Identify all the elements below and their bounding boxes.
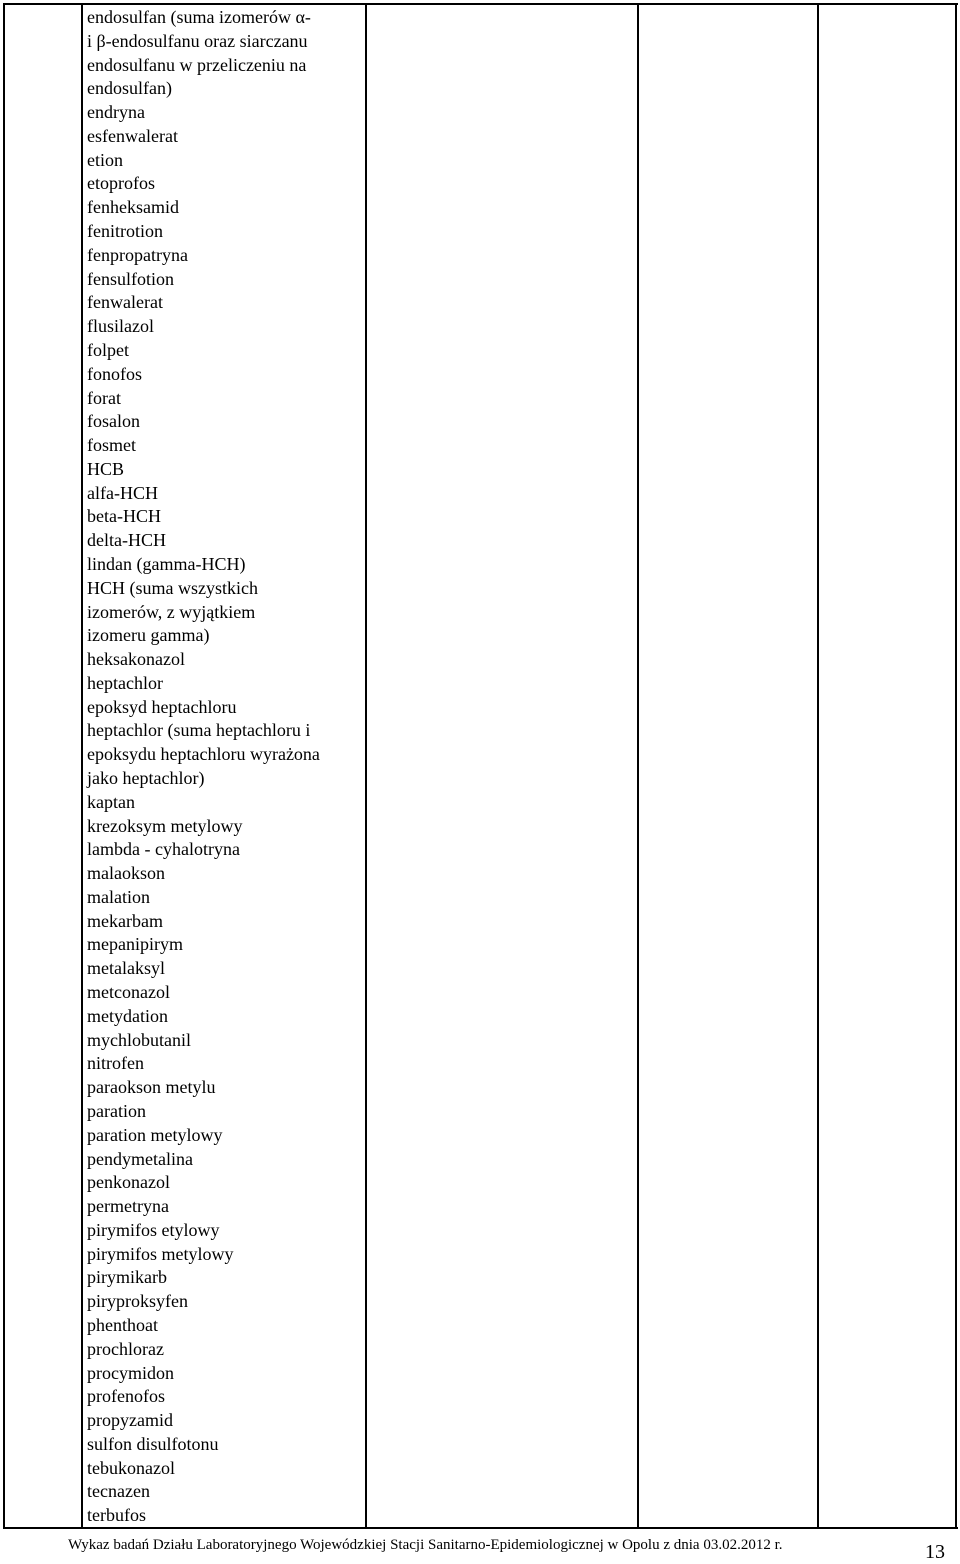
- list-item: penkonazol: [87, 1172, 170, 1193]
- list-item: metconazol: [87, 982, 170, 1003]
- list-item: tecnazen: [87, 1481, 150, 1502]
- column-divider-1: [81, 3, 83, 1529]
- list-item: piryproksyfen: [87, 1291, 188, 1312]
- list-item: paraokson metylu: [87, 1077, 216, 1098]
- list-item: terbufos: [87, 1505, 146, 1526]
- list-item: pirymifos etylowy: [87, 1219, 220, 1240]
- list-item: heptachlor (suma heptachloru i: [87, 720, 311, 741]
- list-item: sulfon disulfotonu: [87, 1433, 219, 1454]
- list-item: beta-HCH: [87, 506, 161, 527]
- list-item: mychlobutanil: [87, 1029, 191, 1050]
- list-item: fosalon: [87, 411, 140, 432]
- list-item: fenwalerat: [87, 292, 163, 313]
- list-item: alfa-HCH: [87, 482, 158, 503]
- list-item: HCH (suma wszystkich: [87, 577, 258, 598]
- list-item: paration metylowy: [87, 1124, 223, 1145]
- list-item: HCB: [87, 458, 125, 479]
- list-item: etion: [87, 149, 123, 170]
- list-item: heptachlor: [87, 672, 163, 693]
- list-item: nitrofen: [87, 1053, 144, 1074]
- list-item: fosmet: [87, 435, 136, 456]
- list-item: pendymetalina: [87, 1148, 193, 1169]
- table-right-border: [955, 3, 957, 1529]
- list-item: epoksydu heptachloru wyrażona: [87, 744, 320, 765]
- list-item: jako heptachlor): [87, 768, 205, 788]
- list-item: fensulfotion: [87, 268, 174, 289]
- list-item: endosulfan (suma izomerów α-: [87, 7, 311, 27]
- list-item: pirymikarb: [87, 1267, 167, 1288]
- list-item: fonofos: [87, 363, 142, 384]
- substance-list: [87, 6, 367, 1528]
- list-item: metydation: [87, 1005, 168, 1026]
- list-item: paration: [87, 1100, 146, 1121]
- list-item: prochloraz: [87, 1338, 164, 1359]
- page-number: 13: [925, 1541, 945, 1563]
- list-item: esfenwalerat: [87, 125, 178, 146]
- list-item: profenofos: [87, 1386, 165, 1407]
- list-item: delta-HCH: [87, 530, 166, 551]
- list-item: propyzamid: [87, 1410, 173, 1431]
- list-item: endosulfan): [87, 78, 172, 99]
- list-item: malaokson: [87, 863, 165, 884]
- list-item: etoprofos: [87, 173, 155, 194]
- list-item: permetryna: [87, 1196, 169, 1217]
- list-item: mepanipirym: [87, 934, 183, 955]
- list-item: lambda - cyhalotryna: [87, 839, 240, 860]
- list-item: i β-endosulfanu oraz siarczanu: [87, 30, 308, 51]
- list-item: krezoksym metylowy: [87, 815, 243, 836]
- list-item: heksakonazol: [87, 649, 185, 670]
- column-divider-4: [817, 3, 819, 1529]
- list-item: pirymifos metylowy: [87, 1243, 234, 1264]
- table-left-border: [3, 3, 5, 1529]
- list-item: mekarbam: [87, 910, 163, 931]
- list-item: forat: [87, 387, 121, 408]
- list-item: metalaksyl: [87, 958, 165, 979]
- list-item: procymidon: [87, 1362, 174, 1383]
- list-item: folpet: [87, 339, 129, 360]
- list-item: fenitrotion: [87, 221, 163, 242]
- list-item: epoksyd heptachloru: [87, 696, 237, 717]
- list-item: fenpropatryna: [87, 244, 188, 265]
- list-item: phenthoat: [87, 1314, 158, 1335]
- list-item: lindan (gamma-HCH): [87, 553, 246, 574]
- list-item: tebukonazol: [87, 1457, 175, 1478]
- list-item: fenheksamid: [87, 197, 179, 218]
- list-item: flusilazol: [87, 316, 154, 337]
- table-top-border: [3, 3, 958, 5]
- list-item: endryna: [87, 102, 145, 123]
- list-item: izomerów, z wyjątkiem: [87, 601, 256, 622]
- list-item: endosulfanu w przeliczeniu na: [87, 54, 307, 75]
- footer-text: Wykaz badań Działu Laboratoryjnego Wojewódzkiej Stacji Sanitarno-Epidemiologicznej w Opolu z dnia 03.02.2012 r.: [68, 1537, 783, 1553]
- list-item: izomeru gamma): [87, 625, 210, 646]
- column-divider-3: [637, 3, 639, 1529]
- list-item: malation: [87, 886, 150, 907]
- list-item: kaptan: [87, 791, 135, 812]
